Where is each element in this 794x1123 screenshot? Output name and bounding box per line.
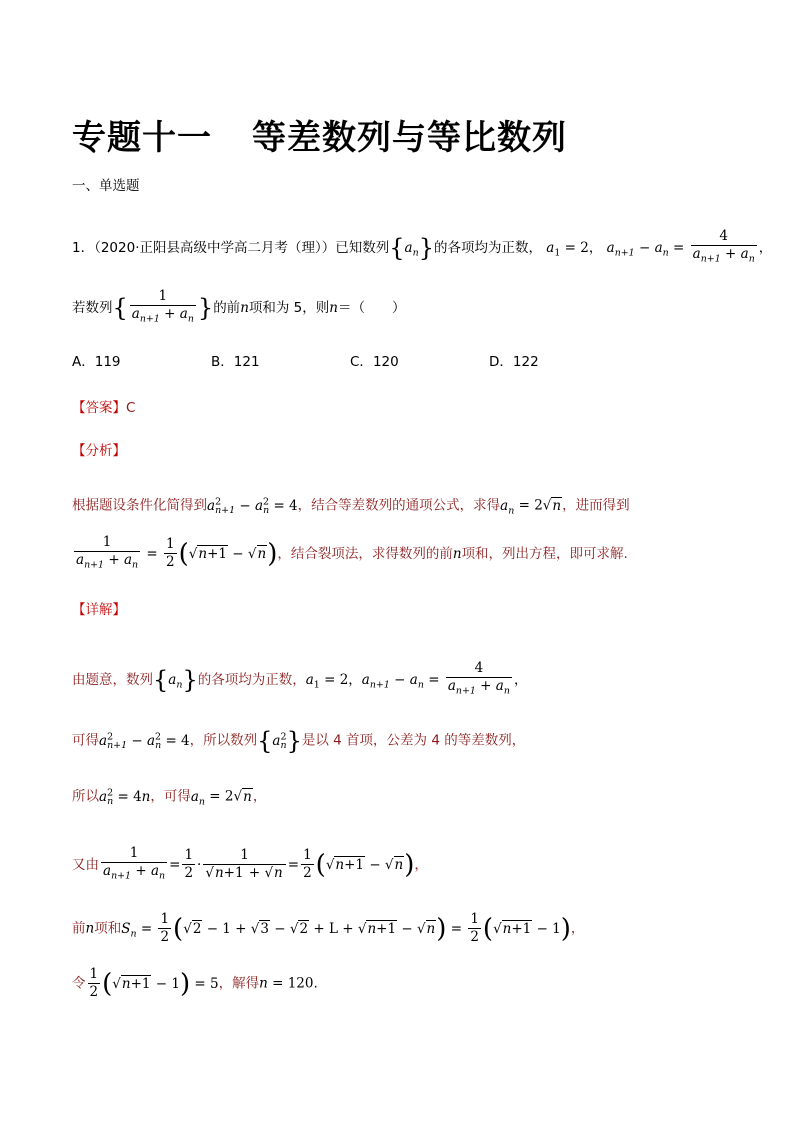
- question-line-1: 1．（2020·正阳县高级中学高二月考（理））已知数列$\{a_n\}$的各项均为正数， $a_1 = 2$， $a_{n+1} - a_n$ = $\frac{4}{a_{n+1} + a_n}$ ，: [72, 228, 772, 268]
- answer-line: [72, 398, 135, 418]
- options-row: [72, 352, 628, 372]
- fraction: $\frac{1}{2}$: [470, 911, 479, 945]
- detail-tag: 【详解】: [72, 602, 126, 618]
- title-part2: 等差数列与等比数列: [252, 118, 567, 158]
- fraction: $\frac{1}{a_{n+1} + a_n}$: [101, 845, 167, 885]
- fraction: $\frac{1}{2}$: [89, 966, 99, 1000]
- fraction: $\frac{1}{2}$: [184, 847, 194, 882]
- answer-tag: 【答案】: [72, 400, 126, 416]
- analysis-line-1: 根据题设条件化简得到$a^2_{n+1} - a^2_n = 4$，结合等差数列的通项公式，求得$a_n = 2√n$，进而得到: [72, 496, 630, 517]
- answer-value: C: [126, 400, 136, 416]
- section-heading: 一、单选题: [72, 178, 140, 194]
- detail-step-1: 由题意，数列$\{a_n\}$的各项均为正数，$a_1 = 2$，$a_{n+1} - a_n$ = $\frac{4}{a_{n+1} + a_n}$ ，: [72, 660, 527, 700]
- fraction: $\frac{1}{√n+1 + √n}$: [203, 847, 285, 882]
- question-line-2: 若数列{ $\frac{1}{a_{n+1} + a_n}$ }的前n项和为 5，则n＝（ ）: [72, 288, 405, 328]
- fraction: $\frac{4}{a_{n+1} + a_n}$: [446, 660, 512, 700]
- option-a: A．119: [72, 354, 121, 370]
- fraction: $\frac{1}{a_{n+1} + a_n}$: [130, 288, 196, 328]
- analysis-tag: 【分析】: [72, 443, 126, 459]
- detail-step-6: 令 $\frac{1}{2}$ (√n+1 − 1) = 5，解得n = 120.: [72, 966, 318, 1000]
- detail-step-4: 又由 $\frac{1}{a_{n+1} + a_n}$ = $\frac{1}{2}$ · $\frac{1}{√n+1 + √n}$ = $\frac{1}{2}$ (√n+1 − √n)，: [72, 845, 428, 885]
- question-number: 1．: [72, 239, 95, 256]
- option-b: B．121: [211, 354, 260, 370]
- option-c: C．120: [350, 354, 399, 370]
- analysis-line-2: $\frac{1}{a_{n+1} + a_n}$ = $\frac{1}{2}$ (√n+1 − √n)，结合裂项法，求得数列的前n项和，列出方程，即可求解.: [72, 534, 628, 574]
- fraction: $\frac{4}{a_{n+1} + a_n}$: [691, 228, 757, 268]
- detail-step-2: 可得$a^2_{n+1} - a^2_n = 4$，所以数列$\{a^2_n\}$是以 4 首项，公差为 4 的等差数列，: [72, 726, 526, 755]
- question-source: （2020·正阳县高级中学高二月考（理））: [94, 239, 336, 256]
- page-title: [72, 110, 567, 159]
- title-part1: 专题十一: [72, 118, 212, 158]
- option-d: D．122: [489, 354, 539, 370]
- fraction: $\frac{1}{2}$: [166, 536, 175, 571]
- fraction: $\frac{1}{2}$: [303, 847, 312, 882]
- fraction: $\frac{1}{a_{n+1} + a_n}$: [74, 534, 140, 574]
- detail-step-5: 前n项和$S_n$ = $\frac{1}{2}$ (√2 − 1 + √3 − √2 + L + √n+1 − √n) = $\frac{1}{2}$ (√n+1 − 1)，: [72, 911, 585, 945]
- fraction: $\frac{1}{2}$: [160, 911, 170, 945]
- detail-step-3: 所以$a^2_n = 4n$，可得$a_n = 2√n$，: [72, 787, 267, 808]
